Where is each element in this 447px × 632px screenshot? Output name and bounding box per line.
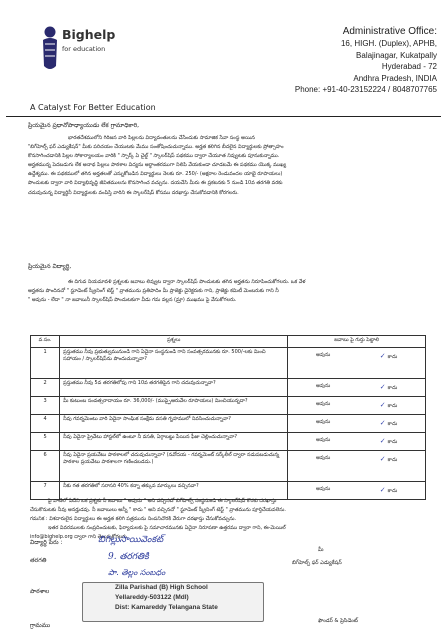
answer-no: కాదు: [387, 457, 398, 463]
school-label: పాఠశాల: [30, 588, 50, 595]
row-answer: [288, 348, 426, 379]
answer-yes: అవును: [316, 455, 331, 461]
answer-yes: అవును: [316, 486, 331, 492]
answer-yes: అవును: [316, 383, 331, 389]
footer-line: info@bighelp.org ద్వారా గాని తెలుపుకోగలరు.: [30, 534, 129, 540]
footer-line: చేసుకొనుటకు నీవు అనర్హుడవు. నీ జవాబులు అన్నీ " కాదు " అని వచ్చినచో " స్టూడెంట్ స్క్రీనింగ్ టెస్ట్ " వ్రాతమును పూర్తిచేయవలెను.: [30, 507, 286, 513]
column-header-number: వ.సం.: [31, 336, 60, 348]
class-label: తరగతి: [30, 557, 47, 564]
row-number: 7: [31, 482, 60, 500]
row-number: 5: [31, 433, 60, 451]
footer-line: పై వాటిలో ఏదేని ఒక ప్రశ్నకు నీ జవాబు " అవును " అని వచ్చినచో బిగ్‌హెల్ప్ సంస్థనుండి ఈ స్కాలర్‌షిప్ కొరకు దరఖాస్తు: [48, 498, 277, 504]
check-mark-icon: ✓: [379, 486, 386, 494]
table-row: [31, 451, 426, 482]
footer-line: గమనిక : విశదారులైన విద్యార్థులు ఈ అర్హత కలిగి పత్రమును నింపనిచొరకి వేరుగా దరఖాస్తు చేసుకోవచ్చును.: [30, 516, 237, 522]
header-divider: [6, 116, 441, 117]
answer-yes: అవును: [316, 419, 331, 425]
school-value-handwritten: పా. తెల్లం సంబధం: [108, 568, 166, 577]
para-line: కొనసాగించడానికి పిల్లల సోకార్యాలయం వారికి " స్పార్క్ ఏ చైల్డ్ " స్కాలర్‌షిప్ పథకము ద్వారా చేయూత నివ్వుటకు పూనుకున్నాము.: [28, 153, 280, 160]
check-mark-icon: ✓: [379, 383, 386, 391]
para-line: "బిగ్‌హెల్ప్ ఫర్ ఎడ్యుకేషన్" మీకు పరిచయం చేయుటకు మేము సంతోషించుచున్నాము. అర్హత కలిగిన బీదలైన విద్యార్థులకు ప్రోత్సాహం: [28, 144, 284, 151]
address-line: Balajinagar, Kukatpally: [356, 50, 437, 60]
row-answer: [288, 379, 426, 397]
paragraph-instructions: [28, 278, 428, 305]
check-mark-icon: ✓: [379, 401, 386, 409]
row-answer: [288, 451, 426, 482]
stamp-line: Dist: Kamareddy Telangana State: [115, 604, 218, 611]
answer-yes: అవును: [316, 401, 331, 407]
school-stamp: [82, 582, 264, 622]
para-line: అర్హతమున్న పెదబడుగు లేక అనాథ పిల్లలు పాఠశాల విద్యను అర్థాంతరముగా నిలిపి వేయకుండా చూడటమే ఈ పథకము యొక్క ముఖ్య: [28, 162, 287, 169]
brand-subtitle: for education: [62, 45, 106, 53]
row-number: 1: [31, 348, 60, 379]
row-answer: [288, 433, 426, 451]
check-mark-icon: ✓: [379, 437, 386, 445]
address-line: Andhra Pradesh, INDIA: [353, 73, 437, 83]
eligibility-table: [30, 335, 426, 500]
address-line: Hyderabad - 72: [381, 62, 437, 72]
row-number: 2: [31, 379, 60, 397]
row-question: మీ కుటుంబ సంవత్సరాదాయం రూ. 36,000/- (ముప్పైఆరువేల రూపాయలు) మించియున్నదా?: [60, 397, 288, 415]
row-question: నీవు ఏదైనా ప్రైవేటు హాస్టల్‌లో ఉంటూ నీ వసతి, ఏగ్గాబట్టు పేయిన ఫీజు చెల్లించుచున్నావా?: [60, 433, 288, 451]
row-question: నీవు గవర్నమెంటు వారి ఏదైనా సాంఘిక సంక్షేమ వసతి గృహములో నివసించుచున్నావా?: [60, 415, 288, 433]
row-question: ప్రస్తుతము నీవు ప్రభుత్వుమునుండి గాని ఏదైనా సంస్థనుండి గాని సంవత్సరమునకు రూ. 500/-లకు మించి సహాయం / స్కాలర్‌షిప్‌ను పొందుచున్నావా?: [60, 348, 288, 379]
student-name-label: విద్యార్థి పేరు :: [30, 539, 63, 546]
table-row: [31, 415, 426, 433]
para-line: చదువుచున్న విద్యార్థినీ విద్యార్థులకు వంపిస్తి వారిని ఈ స్కాలర్‌షిప్ కోసము దరఖాస్తు చేసుకోవడానికి కోరగలరు.: [28, 189, 239, 196]
class-value: 9. తరగతికి: [108, 552, 149, 562]
row-number: 3: [31, 397, 60, 415]
student-name-value: బిగిల్లుసాయివెంకట్: [98, 535, 164, 545]
office-address: [227, 25, 437, 96]
check-mark-icon: ✓: [379, 455, 386, 463]
column-header-question: ప్రశ్నలు: [60, 336, 288, 348]
table-header-row: [31, 336, 426, 348]
salutation-student: ప్రియమైన విద్యార్థి,: [28, 263, 72, 270]
office-title: Administrative Office:: [342, 26, 437, 37]
signature-org: బిగ్‌హెల్ప్ ఫర్ ఎడ్యుకేషన్: [292, 560, 342, 566]
stamp-line: Zilla Parishad (B) High School: [115, 584, 208, 591]
row-number: 6: [31, 451, 60, 482]
footer-line: ఇతర వివరములకు సంప్రదించుటకు, ఫిర్యాదులకు పై సమాచారమునకు ఏదైనా నిరూపణా ఉత్తరము ద్వారా గాని, ఈ-మెయిల్: [48, 525, 286, 531]
row-question: ప్రస్తుతము నీవు 5వ తరగతిలోపు గాని 10వ తరగతిపైన గాని చదువుచున్నావా?: [60, 379, 288, 397]
signature-title: ఫౌండర్ & ప్రెసిడెంట్: [318, 618, 358, 624]
check-mark-icon: ✓: [379, 352, 386, 360]
row-answer: [288, 415, 426, 433]
phone-line: Phone: +91-40-23152224 / 8048707765: [294, 85, 437, 95]
para-line: " అవును - లేదా " నా జవాబునీ స్కాలర్‌షిప్ పొందుటకుగా వీడు గమ వల్లన (మ్రా) ముఖము పై వేసుకోగలరు.: [28, 297, 237, 304]
answer-no: కాదు: [387, 488, 398, 494]
salutation-headmaster: ప్రియమైన ప్రధానోపాధ్యాయుడు లేక గ్రామాధికారి,: [28, 122, 140, 129]
column-header-answer: జవాబు పై గుర్తు పెట్టాలి: [288, 336, 426, 348]
bighelp-logo-icon: [40, 26, 60, 74]
table-row: [31, 379, 426, 397]
answer-no: కాదు: [387, 421, 398, 427]
para-line: అర్హతను పొందినచో " స్టూడెంట్ స్క్రీనింగ్ టెస్ట్ " వ్రాతమును ప్రతిపాదిం మీ ప్రాజెక్టు డైరెక్టరుకు గాని, ప్రాజెక్టు కమిటీ మెంబరుకు గాని నీ: [28, 288, 279, 295]
row-question: నీవు ఏదైనా ప్రయవేటు పాఠశాలలో చదువుచున్నావా? (నవోదయ - గవర్నమెంట్ సర్క్‌లీల్ ద్వారా నడుపబడుచున్న పాఠశాల ప్రయవేటు పాఠశాలగా గణించబడదు.): [60, 451, 288, 482]
row-question: నీకు గత తరగతిలో సరాసరి 40% కన్నా తక్కువ మార్కులు వచ్చినవా?: [60, 482, 288, 500]
address-line: 16, HIGH. (Duplex), APHB,: [340, 39, 437, 48]
signature-mark: మీ: [318, 547, 324, 553]
row-number: 4: [31, 415, 60, 433]
row-answer: [288, 397, 426, 415]
table-row: [31, 348, 426, 379]
para-line: ఈ దిగువ నియమావళి ప్రశ్నలకు జవాబు లివ్వుట ద్వారా స్కాలర్‌షిప్ పొందుటకు తగిన అర్హతను నిరూపించుకోగలరు. ఒక వేళ: [68, 279, 306, 285]
stamp-line: Yellareddy-503122 (Mdl): [115, 594, 189, 601]
brand-name: Bighelp: [62, 27, 116, 42]
table-row: [31, 397, 426, 415]
check-mark-icon: ✓: [379, 419, 386, 427]
para-line: ఉద్దేశ్యము. ఈ పథకములో తగిన అర్హతలతో ఎన్నుకోబడిన విద్యార్థులు నెలకు రూ. 250/- (అక్షరాల రెండువందల యాభై రూపాయలు): [28, 171, 283, 178]
answer-no: కాదు: [387, 439, 398, 445]
village-label: గ్రామము: [30, 622, 51, 629]
table-row: [31, 433, 426, 451]
answer-no: కాదు: [387, 403, 398, 409]
answer-yes: అవును: [316, 437, 331, 443]
answer-yes: అవును: [316, 352, 331, 358]
paragraph-footer: [30, 497, 430, 542]
answer-no: కాదు: [387, 354, 398, 360]
answer-no: కాదు: [387, 385, 398, 391]
para-line: పొందుటకు ద్వారా వారి విద్యాభివృద్ధి జీవితములను కొనసాగించ వచ్చును. దయచేసి మీరు ఈ ప్రకటనకు 5 నుండి 10వ తరగతి వరకు: [28, 180, 283, 187]
para-line: భారతదేశములోని గిరిజన వారి పిల్లలను విద్యావంతులను చేసేందుకు సామాజిక సేవా సంస్థ అయిన: [68, 135, 255, 141]
paragraph-intro: [28, 134, 428, 198]
tagline: A Catalyst For Better Education: [30, 103, 156, 112]
